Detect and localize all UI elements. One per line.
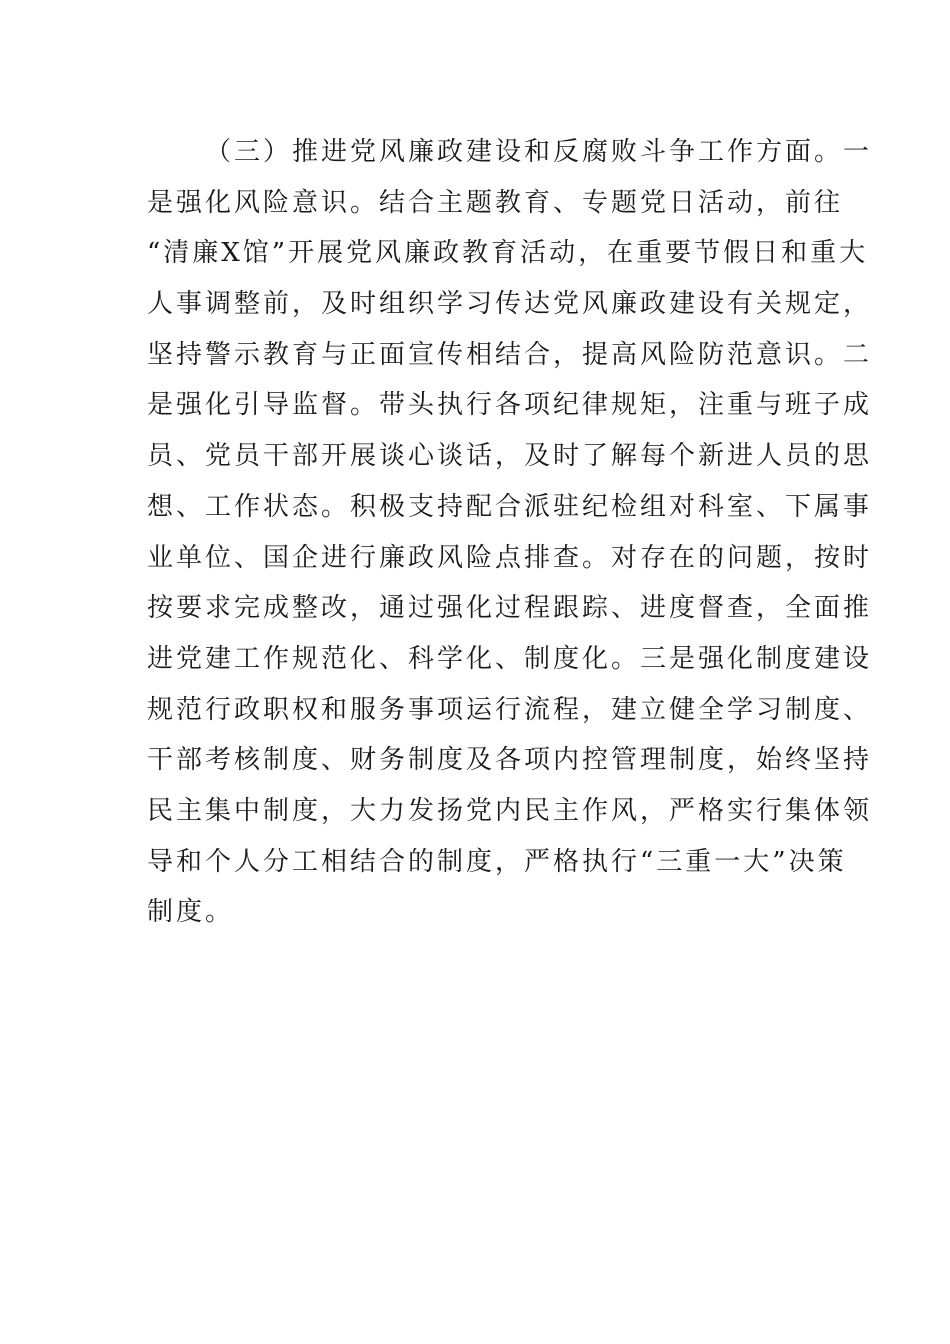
paragraph-line: 想、工作状态。积极支持配合派驻纪检组对科室、下属事 bbox=[147, 491, 873, 522]
paragraph-line: （三）推进党风廉政建设和反腐败斗争工作方面。一 bbox=[205, 137, 873, 167]
paragraph-line: 干部考核制度、财务制度及各项内控管理制度，始终坚持 bbox=[147, 745, 873, 776]
paragraph-line: 制度。 bbox=[147, 897, 235, 928]
paragraph-line: 员、党员干部开展谈心谈话，及时了解每个新进人员的思 bbox=[147, 441, 873, 472]
paragraph-line: 民主集中制度，大力发扬党内民主作风，严格实行集体领 bbox=[147, 795, 873, 826]
paragraph-line: 人事调整前，及时组织学习传达党风廉政建设有关规定， bbox=[147, 289, 873, 320]
paragraph-line: 业单位、国企进行廉政风险点排查。对存在的问题，按时 bbox=[147, 542, 873, 573]
paragraph-line: “清廉X馆”开展党风廉政教育活动，在重要节假日和重大 bbox=[147, 238, 869, 269]
body-paragraph bbox=[147, 130, 873, 941]
paragraph-line: 按要求完成整改，通过强化过程跟踪、进度督查，全面推 bbox=[147, 593, 873, 624]
paragraph-line: 导和个人分工相结合的制度，严格执行“三重一大”决策 bbox=[147, 846, 847, 877]
paragraph-line: 进党建工作规范化、科学化、制度化。三是强化制度建设 bbox=[147, 643, 873, 674]
paragraph-line: 规范行政职权和服务事项运行流程，建立健全学习制度、 bbox=[147, 694, 873, 725]
paragraph-line: 是强化引导监督。带头执行各项纪律规矩，注重与班子成 bbox=[147, 390, 873, 421]
paragraph-line: 是强化风险意识。结合主题教育、专题党日活动，前往 bbox=[147, 187, 844, 218]
paragraph-line: 坚持警示教育与正面宣传相结合，提高风险防范意识。二 bbox=[147, 339, 873, 370]
